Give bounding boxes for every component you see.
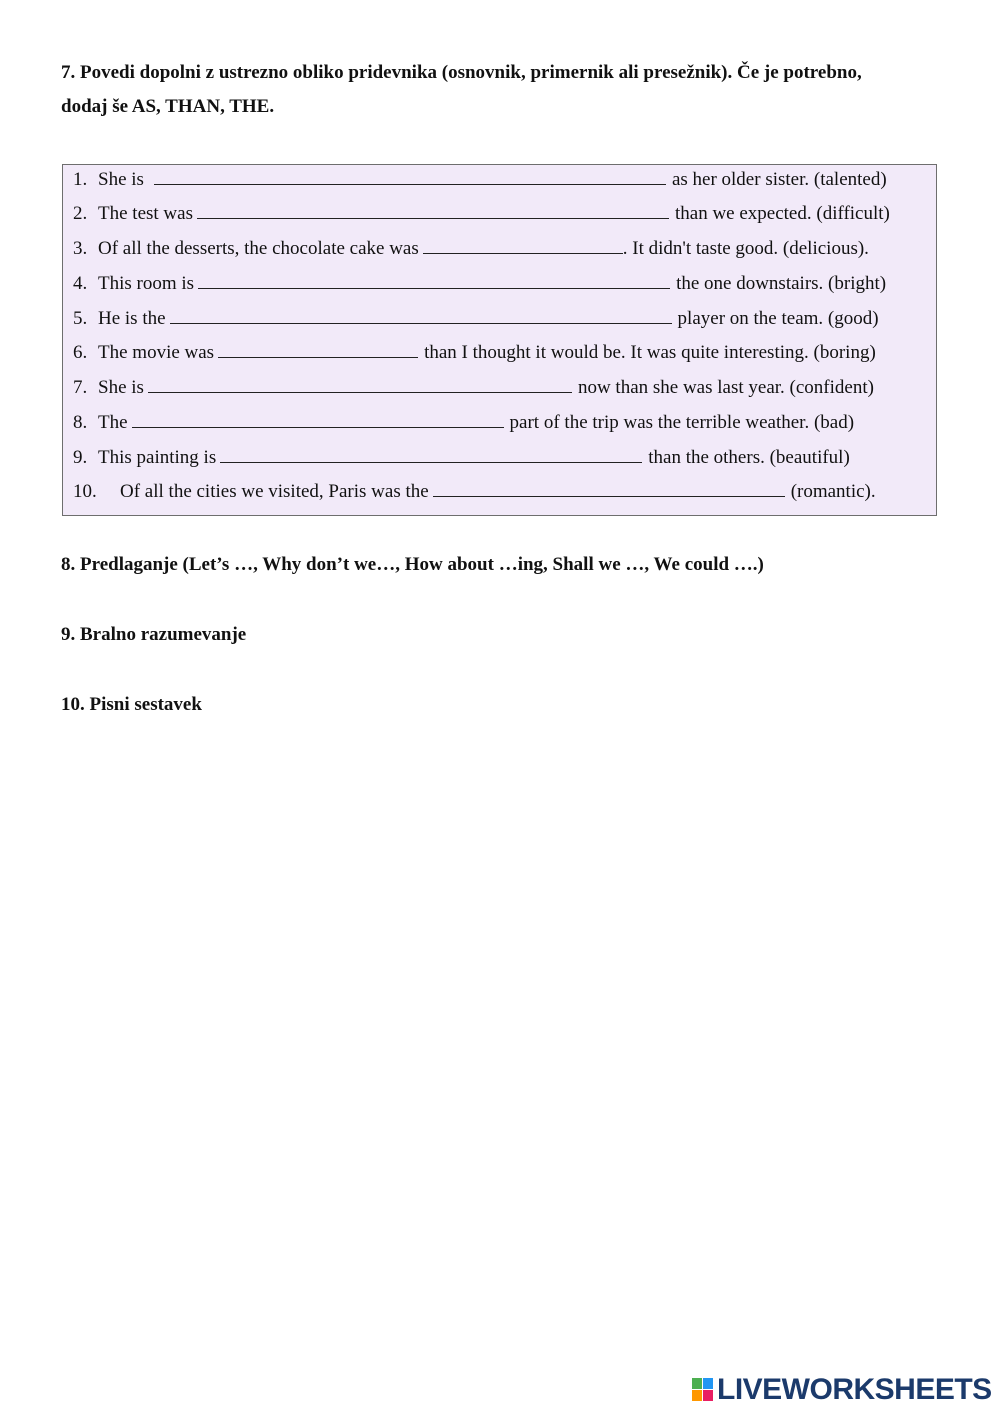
logo-mark-icon bbox=[692, 1378, 714, 1402]
answer-blank[interactable] bbox=[170, 305, 672, 324]
item-number: 6. bbox=[73, 342, 88, 363]
item-text-after: now than she was last year. (confident) bbox=[577, 377, 874, 398]
answer-blank[interactable] bbox=[423, 235, 623, 254]
item-number: 10. bbox=[73, 481, 97, 502]
exercise-item-10 bbox=[73, 475, 928, 509]
exercise-item-9 bbox=[73, 441, 928, 475]
item-text-after: . It didn't taste good. (delicious). bbox=[622, 238, 869, 259]
item-text-after: (romantic). bbox=[790, 481, 876, 502]
answer-blank[interactable] bbox=[220, 444, 642, 463]
liveworksheets-logo bbox=[692, 1374, 992, 1406]
section-7-heading-line2: dodaj še AS, THAN, THE. bbox=[61, 96, 275, 117]
item-number: 7. bbox=[73, 377, 88, 398]
item-text-after: part of the trip was the terrible weather. (bad) bbox=[509, 412, 855, 433]
item-text-before: He is the bbox=[98, 308, 166, 329]
item-text-before: This painting is bbox=[98, 447, 217, 468]
item-text-after: as her older sister. (talented) bbox=[671, 169, 887, 190]
item-text-after: than I thought it would be. It was quite interesting. (boring) bbox=[424, 342, 876, 363]
answer-blank[interactable] bbox=[218, 339, 418, 358]
answer-blank[interactable] bbox=[198, 270, 670, 289]
item-text-before: Of all the cities we visited, Paris was the bbox=[120, 481, 429, 502]
exercise-box bbox=[62, 164, 937, 516]
section-9-heading: 9. Bralno razumevanje bbox=[61, 624, 247, 645]
item-text-before: She is bbox=[98, 169, 144, 190]
item-text-after: the one downstairs. (bright) bbox=[676, 273, 887, 294]
item-text-before: The test was bbox=[98, 203, 193, 224]
exercise-item-3 bbox=[73, 232, 928, 266]
logo-text: LIVEWORKSHEETS bbox=[717, 1373, 992, 1406]
answer-blank[interactable] bbox=[132, 409, 504, 428]
item-text-after: than the others. (beautiful) bbox=[648, 447, 850, 468]
answer-blank[interactable] bbox=[148, 374, 572, 393]
item-text-after: than we expected. (difficult) bbox=[674, 203, 890, 224]
item-text-before: This room is bbox=[98, 273, 195, 294]
item-number: 9. bbox=[73, 447, 88, 468]
exercise-item-5 bbox=[73, 302, 928, 336]
item-number: 4. bbox=[73, 273, 88, 294]
item-number: 8. bbox=[73, 412, 88, 433]
exercise-item-8 bbox=[73, 406, 928, 440]
section-8-heading: 8. Predlaganje (Let’s …, Why don’t we…, How about …ing, Shall we …, We could ….) bbox=[61, 554, 764, 575]
exercise-item-6 bbox=[73, 336, 928, 370]
exercise-item-4 bbox=[73, 267, 928, 301]
item-number: 3. bbox=[73, 238, 88, 259]
answer-blank[interactable] bbox=[154, 166, 666, 185]
answer-blank[interactable] bbox=[433, 478, 785, 497]
exercise-item-7 bbox=[73, 371, 928, 405]
exercise-item-1 bbox=[73, 163, 928, 197]
item-number: 2. bbox=[73, 203, 88, 224]
exercise-item-2 bbox=[73, 197, 928, 231]
item-text-before: She is bbox=[98, 377, 144, 398]
answer-blank[interactable] bbox=[197, 200, 669, 219]
item-number: 1. bbox=[73, 169, 88, 190]
item-text-before: The bbox=[98, 412, 128, 433]
item-text-after: player on the team. (good) bbox=[677, 308, 879, 329]
item-text-before: Of all the desserts, the chocolate cake was bbox=[98, 238, 419, 259]
section-7-heading-line1: 7. Povedi dopolni z ustrezno obliko pridevnika (osnovnik, primernik ali presežnik). Če je potrebno, bbox=[61, 62, 862, 83]
section-10-heading: 10. Pisni sestavek bbox=[61, 694, 202, 715]
item-number: 5. bbox=[73, 308, 88, 329]
item-text-before: The movie was bbox=[98, 342, 215, 363]
section-7-heading bbox=[61, 56, 941, 124]
